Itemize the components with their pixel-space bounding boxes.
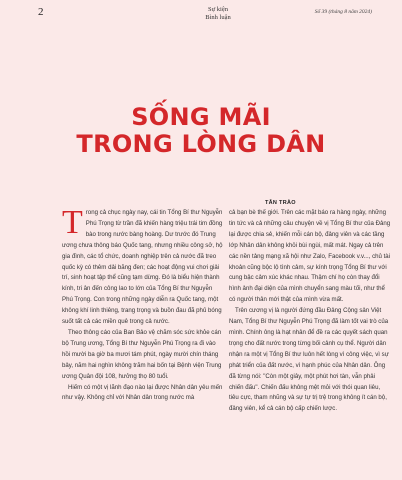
issue-label: Số 39 (tháng 8 năm 2024) — [314, 9, 372, 15]
article-paragraph — [62, 204, 224, 328]
article-paragraph: cả bạn bè thế giới. Trên các mặt báo ra hàng ngày, những tin tức và cả những câu chuyện về vị Tổng Bí thư của Đảng lại được chia sẻ, khiến mỗi cán bộ, đảng viên và các tầng lớp Nhân dân không khỏi bùi ngùi, mất mát. Ngay cả trên các nền tảng mạng xã hội như Zalo, Facebook v.v..., chủ tài khoản cũng bộc lộ tình cảm, sự kính trọng Tổng Bí thư với cung bậc cảm xúc khác nhau. Thậm chí họ còn thay đổi hình ảnh đại diện của mình chuyển sang màu tối, như thể có người thân mới thật của mình vừa mất. — [229, 209, 391, 304]
drop-cap: T — [62, 204, 83, 241]
article-paragraph: Hiếm có một vị lãnh đạo nào lại được Nhân dân yêu mến như vậy. Không chỉ với Nhân dân trong nước mà — [62, 383, 223, 402]
article-paragraph: Trên cương vị là người đứng đầu Đảng Cộng sản Việt Nam, Tổng Bí thư Nguyễn Phú Trọng đã làm tốt vai trò của mình. Chính ông là hạt nhân để đề ra các quyết sách quan trọng cho đất nước trong từng bối cảnh cụ thể. Người dân nhận ra một vị Tổng Bí thư luôn hết lòng vì công việc, vì sự phát triển của đất nước, vì hạnh phúc của Nhân dân. Ông đã từng nói: "Còn một giây, một phút hơi tàn, vẫn phải chiến đấu". Chiến đấu không mệt mỏi với thói quan liêu, tiêu cực, tham nhũng và sự tự trị trệ trong không ít cán bộ, đảng viên, kể cả cán bộ cấp chiến lược. — [229, 307, 389, 413]
paragraph-text: rong cả chục ngày nay, cái tin Tổng Bí thư Nguyễn Phú Trọng từ trần đã khiến hàng triệu trái tim đồng bào trong nước bàng hoàng. Dư trước đó Trung ương chưa thông báo Quốc tang, nhưng nhiều công sở, hộ gia đình, các tổ chức, doanh nghiệp trên cả nước đã treo quốc kỳ có thêm dải băng đen; các hoạt động vui chơi giải trí, sinh hoạt tập thể cũng tạm dừng. Đó là biểu hiện thành kính, tri ân đến công lao to lớn của Tổng Bí thư Nguyễn Phú Trọng. Con trong những ngày diễn ra Quốc tang, một không khí linh thiêng, trang trọng và buồn đau đã phủ bóng suốt tất cả các miền quê trong cả nước. — [62, 209, 223, 326]
article-column-left — [62, 204, 224, 404]
page-number: 2 — [38, 6, 44, 18]
article-title-line1: SỐNG MÃI — [131, 103, 271, 131]
section-label — [186, 6, 250, 22]
article-column-right — [229, 208, 391, 415]
article-title — [0, 104, 402, 158]
article-title-line2: TRONG LÒNG DÂN — [76, 130, 326, 158]
section-label-line1: Sự kiện — [208, 6, 228, 13]
section-label-line2: Bình luận — [205, 14, 231, 21]
article-paragraph: Theo thông cáo của Ban Bảo vệ chăm sóc sức khỏe cán bộ Trung ương, Tổng Bí thư Nguyễn Phú Trọng ra đi vào hồi mười ba giờ ba mươi tám phút, ngày mười chín tháng bảy, năm hai nghìn không trăm hai bốn tại Bệnh viện Trung ương Quân đội 108, hưởng thọ 80 tuổi. — [62, 328, 222, 380]
author-byline: TÂN TRÀO — [265, 200, 296, 206]
